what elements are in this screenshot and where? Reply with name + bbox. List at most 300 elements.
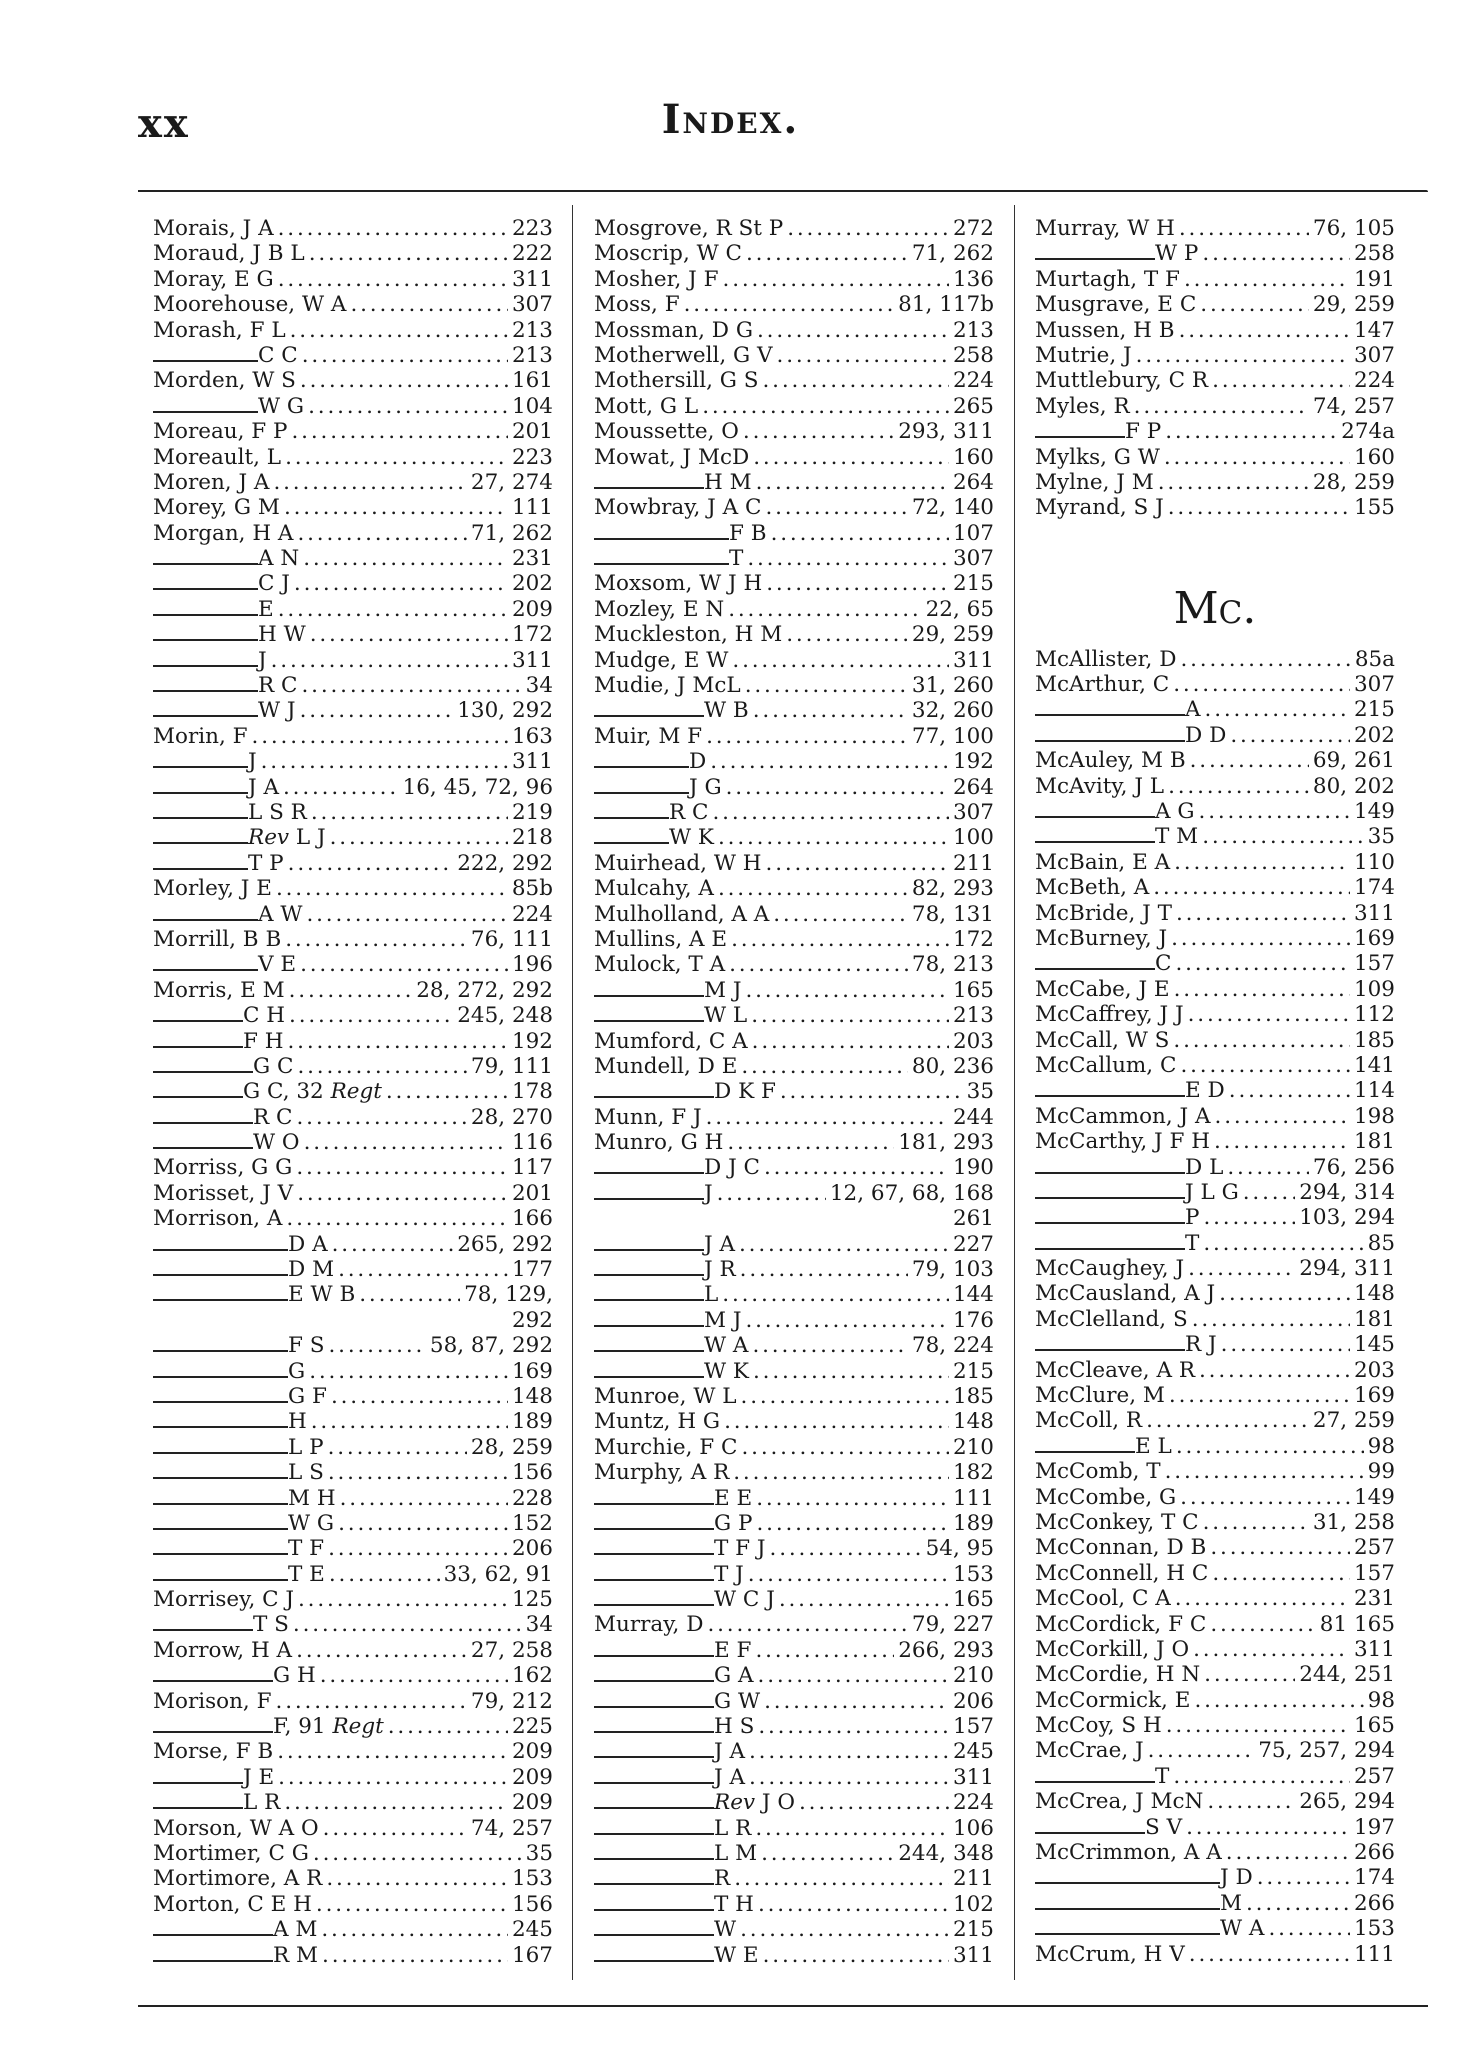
leader-dots <box>1173 1764 1350 1789</box>
leader-dots <box>1186 1815 1350 1840</box>
index-subentry <box>594 1816 994 1841</box>
leader-dots <box>329 1562 440 1587</box>
entry-name: Mulock, T A <box>594 952 726 978</box>
page-references: 104 <box>511 393 553 419</box>
leader-dots <box>1136 343 1350 368</box>
subentry-initials: G W <box>714 1688 761 1714</box>
ditto-dash <box>594 1020 704 1022</box>
page-references: 189 <box>511 1409 553 1435</box>
entry-name: McCaughey, J <box>1035 1256 1185 1282</box>
ditto-dash <box>1035 1451 1135 1453</box>
index-entry <box>153 216 553 241</box>
leader-dots <box>726 775 949 800</box>
subentry-initials: G A <box>714 1663 754 1689</box>
page-references: 213 <box>511 317 553 343</box>
index-subentry <box>594 1739 994 1764</box>
index-entry <box>1035 1002 1395 1027</box>
ditto-dash <box>153 690 258 692</box>
page-references: 209 <box>511 1764 553 1790</box>
entry-name: Morison, F <box>153 1688 272 1714</box>
entry-name: Musgrave, E C <box>1035 292 1197 318</box>
page-references: 160 <box>1353 444 1395 470</box>
leader-dots <box>758 1663 949 1688</box>
leader-dots <box>1227 1155 1309 1180</box>
page-references: 144 <box>952 1282 994 1308</box>
page-references: 265 <box>952 393 994 419</box>
subentry-initials: T E <box>288 1561 325 1587</box>
subentry-initials: W G <box>258 393 305 419</box>
leader-dots <box>297 521 466 546</box>
leader-dots <box>1165 419 1337 444</box>
leader-dots <box>284 495 508 520</box>
index-subentry <box>153 1790 553 1815</box>
index-entry <box>594 419 994 444</box>
ditto-dash <box>153 1807 243 1809</box>
index-entry <box>594 1612 994 1637</box>
ditto-dash <box>594 995 704 997</box>
ditto-dash <box>153 411 258 413</box>
ditto-dash <box>594 842 669 844</box>
leader-dots <box>308 394 508 419</box>
subentry-initials: W C J <box>714 1587 775 1613</box>
ditto-dash <box>1035 1197 1185 1199</box>
index-entry <box>1035 1713 1395 1738</box>
index-subentry <box>153 749 553 774</box>
page-references: 196 <box>511 952 553 978</box>
leader-dots <box>799 1790 949 1815</box>
page-references: 264 <box>952 469 994 495</box>
page-references: 261 <box>952 1206 994 1232</box>
subentry-initials: D A <box>288 1231 328 1257</box>
subentry-initials: A M <box>273 1917 318 1943</box>
page-references: 307 <box>952 546 994 572</box>
ditto-dash <box>1035 1832 1145 1834</box>
index-subentry <box>594 1638 994 1663</box>
index-entry <box>153 1892 553 1917</box>
subentry-initials: T M <box>1155 824 1199 850</box>
leader-dots <box>707 1612 907 1637</box>
page-references: 125 <box>511 1587 553 1613</box>
page-references: 311 <box>952 1764 994 1790</box>
entry-name: Morson, W A O <box>153 1815 319 1841</box>
ditto-dash <box>594 1198 704 1200</box>
entry-name: Muntz, H G <box>594 1409 721 1435</box>
page-references: 157 <box>1353 951 1395 977</box>
page-references: 81 165 <box>1319 1611 1395 1637</box>
leader-dots <box>276 876 508 901</box>
index-entry <box>594 876 994 901</box>
subentry-initials: A <box>1185 697 1201 723</box>
index-subentry <box>594 749 994 774</box>
ditto-dash <box>594 563 729 565</box>
page-references: 76, 111 <box>470 926 553 952</box>
leader-dots <box>733 1460 949 1485</box>
page-references: 35 <box>966 1079 994 1105</box>
page-references: 225 <box>511 1714 553 1740</box>
index-subentry <box>1035 1155 1395 1180</box>
entry-name: Myrand, S J <box>1035 495 1164 521</box>
ditto-dash <box>594 766 689 768</box>
ditto-dash <box>594 1604 714 1606</box>
page-references: 245 <box>952 1739 994 1765</box>
index-subentry <box>1035 951 1395 976</box>
page-references: 160 <box>952 444 994 470</box>
page-references: 245 <box>511 1917 553 1943</box>
page-references: 145 <box>1353 1332 1395 1358</box>
page-references: 141 <box>1353 1052 1395 1078</box>
index-subentry <box>153 1917 553 1942</box>
page-references: 181 <box>1353 1306 1395 1332</box>
leader-dots <box>1176 901 1350 926</box>
page-references: 78, 213 <box>911 952 994 978</box>
page-references: 257 <box>1353 1535 1395 1561</box>
entry-name: Murtagh, T F <box>1035 266 1180 292</box>
subentry-initials: W O <box>253 1130 300 1156</box>
entry-name: Mothersill, G S <box>594 368 759 394</box>
entry-name: Moorehouse, W A <box>153 292 347 318</box>
entry-name: Mosgrove, R St P <box>594 216 784 241</box>
leader-dots <box>1175 951 1350 976</box>
index-entry <box>1035 1738 1395 1763</box>
ditto-dash <box>594 1528 714 1530</box>
ditto-dash <box>153 360 258 362</box>
leader-dots <box>1202 824 1363 849</box>
ditto-dash <box>594 1376 704 1378</box>
page-references: 112 <box>1353 1002 1395 1028</box>
page-references: 110 <box>1353 849 1395 875</box>
leader-dots <box>359 1282 460 1307</box>
index-entry <box>1035 1485 1395 1510</box>
page-references: 185 <box>1353 1027 1395 1053</box>
page-references: 266, 293 <box>898 1637 994 1663</box>
page-references: 28, 270 <box>470 1104 553 1130</box>
leader-dots <box>706 724 908 749</box>
index-entry <box>594 1384 994 1409</box>
page-references: 156 <box>511 1891 553 1917</box>
leader-dots <box>283 775 399 800</box>
leader-dots <box>300 368 508 393</box>
leader-dots <box>766 571 949 596</box>
page-references: 165 <box>1353 1713 1395 1739</box>
leader-dots <box>1204 1662 1295 1687</box>
subentry-initials: E <box>258 596 274 622</box>
page-references: 181 <box>1353 1129 1395 1155</box>
page-references: 74, 257 <box>470 1815 553 1841</box>
ditto-dash <box>153 1122 253 1124</box>
index-column-1 <box>153 216 553 1968</box>
leader-dots <box>328 1536 508 1561</box>
index-entry <box>153 1155 553 1180</box>
ditto-dash <box>594 1782 714 1784</box>
page-references: 149 <box>1353 1484 1395 1510</box>
ditto-dash <box>153 868 248 870</box>
leader-dots <box>1243 1180 1296 1205</box>
index-entry <box>1035 445 1395 470</box>
page-references: 197 <box>1353 1814 1395 1840</box>
index-subentry <box>594 1765 994 1790</box>
index-subentry <box>1035 419 1395 444</box>
index-entry <box>153 445 553 470</box>
index-subentry <box>153 648 553 673</box>
index-entry <box>594 1130 994 1155</box>
index-subentry <box>594 1486 994 1511</box>
page-references: 98 <box>1367 1687 1395 1713</box>
leader-dots <box>1153 875 1350 900</box>
page-references: 117 <box>511 1155 553 1181</box>
entry-name: McBeth, A <box>1035 875 1150 901</box>
leader-dots <box>745 673 908 698</box>
entry-name: Moussette, O <box>594 419 739 445</box>
page-references: 307 <box>952 799 994 825</box>
index-entry <box>1035 1307 1395 1332</box>
leader-dots <box>731 927 949 952</box>
page-references: 29, 259 <box>1312 292 1395 318</box>
leader-dots <box>277 1739 508 1764</box>
index-entry <box>1035 470 1395 495</box>
leader-dots <box>290 318 508 343</box>
ditto-dash <box>153 563 258 565</box>
leader-dots <box>739 1232 949 1257</box>
index-subentry <box>1035 723 1395 748</box>
page-references: 153 <box>511 1866 553 1892</box>
subentry-initials: G C <box>253 1053 294 1079</box>
index-entry <box>153 1587 553 1612</box>
page-references: 245, 248 <box>457 1003 553 1029</box>
page-references: 258 <box>1353 241 1395 267</box>
subentry-initials: L P <box>288 1434 324 1460</box>
index-entry <box>153 978 553 1003</box>
page-references: 149 <box>1353 799 1395 825</box>
page-references: 106 <box>952 1815 994 1841</box>
entry-name: Mullins, A E <box>594 926 728 952</box>
page-references: 28, 259 <box>1312 469 1395 495</box>
index-subentry <box>1035 1815 1395 1840</box>
page-references: 33, 62, 91 <box>443 1561 553 1587</box>
page-references: 311 <box>511 266 553 292</box>
entry-name: McCammon, J A <box>1035 1103 1211 1129</box>
index-entry <box>1035 1028 1395 1053</box>
index-subentry <box>1035 1916 1395 1941</box>
ditto-dash <box>594 1934 714 1936</box>
page-references: 223 <box>511 444 553 470</box>
entry-name: McCausland, A J <box>1035 1281 1216 1307</box>
index-entry <box>594 597 994 622</box>
leader-dots <box>1175 1586 1350 1611</box>
leader-dots <box>323 1816 467 1841</box>
index-subentry <box>153 1054 553 1079</box>
page-references: 209 <box>511 1739 553 1765</box>
page-references: 211 <box>952 850 994 876</box>
page-references: 311 <box>511 647 553 673</box>
page-references: 215 <box>1353 697 1395 723</box>
index-subentry <box>1035 799 1395 824</box>
subentry-initials: L S R <box>248 799 307 825</box>
entry-name: Mosher, J F <box>594 266 719 292</box>
index-subentry <box>153 1536 553 1561</box>
page-references: 203 <box>1353 1357 1395 1383</box>
ditto-dash <box>1035 1172 1185 1174</box>
index-entry <box>1035 394 1395 419</box>
page-references: 172 <box>952 926 994 952</box>
page-references: 203 <box>952 1028 994 1054</box>
ditto-dash <box>594 487 704 489</box>
index-entry <box>1035 901 1395 926</box>
leader-dots <box>1203 1205 1295 1230</box>
subentry-initials: T <box>1155 1763 1170 1789</box>
index-entry <box>594 394 994 419</box>
subentry-initials: T P <box>248 850 284 876</box>
page-references: 265, 292 <box>457 1231 553 1257</box>
ditto-dash <box>153 1020 243 1022</box>
leader-dots <box>1199 1358 1350 1383</box>
subentry-initials: R C <box>258 673 298 699</box>
index-subentry <box>1035 1078 1395 1103</box>
page-references: 213 <box>511 342 553 368</box>
entry-name: Morriss, G G <box>153 1155 293 1181</box>
subentry-initials: W K <box>669 825 714 851</box>
ditto-dash <box>153 1096 243 1098</box>
subentry-initials: F P <box>1125 419 1162 445</box>
entry-name: Moxsom, W J H <box>594 571 763 597</box>
index-subentry <box>1035 1180 1395 1205</box>
leader-dots <box>1179 216 1309 241</box>
page-references: 190 <box>952 1155 994 1181</box>
ditto-dash <box>594 1274 704 1276</box>
index-entry <box>1035 267 1395 292</box>
leader-dots <box>1194 1688 1363 1713</box>
ditto-dash <box>594 1960 714 1962</box>
subentry-initials: J D <box>1220 1865 1253 1891</box>
index-subentry <box>1035 1332 1395 1357</box>
index-subentry <box>594 1155 994 1180</box>
leader-dots <box>1212 368 1350 393</box>
ditto-dash <box>594 792 689 794</box>
page-references: 16, 45, 72, 96 <box>402 774 553 800</box>
page-references: 157 <box>952 1714 994 1740</box>
index-entry <box>153 368 553 393</box>
leader-dots <box>771 521 949 546</box>
index-subentry <box>1035 1891 1395 1916</box>
leader-dots <box>322 1943 508 1968</box>
leader-dots <box>743 419 894 444</box>
leader-dots <box>278 597 508 622</box>
page-references: 29, 259 <box>911 622 994 648</box>
page-references: 156 <box>511 1460 553 1486</box>
index-entry <box>594 851 994 876</box>
page-references: 266 <box>1353 1840 1395 1866</box>
page-references: 172 <box>511 622 553 648</box>
index-entry <box>1035 1053 1395 1078</box>
index-subentry <box>594 1181 994 1206</box>
ditto-dash <box>153 792 248 794</box>
page-references: 58, 87, 292 <box>429 1333 553 1359</box>
entry-name: McCrimmon, A A <box>1035 1840 1222 1866</box>
leader-dots <box>309 241 508 266</box>
subentry-initials: Rev L J <box>248 825 326 851</box>
entry-name: Mortimore, A R <box>153 1866 323 1892</box>
page-references: 307 <box>1353 342 1395 368</box>
page-references: 219 <box>511 799 553 825</box>
index-entry <box>1035 343 1395 368</box>
ditto-dash <box>153 969 258 971</box>
subentry-initials: T F J <box>714 1536 766 1562</box>
page-references: 218 <box>511 825 553 851</box>
entry-name: McClure, M <box>1035 1383 1165 1409</box>
entry-name: Mylne, J M <box>1035 469 1154 495</box>
page-references: 191 <box>1353 266 1395 292</box>
subentry-initials: J A <box>714 1764 745 1790</box>
index-subentry <box>594 1359 994 1384</box>
subentry-initials: L M <box>714 1841 758 1866</box>
index-subentry <box>153 1384 553 1409</box>
page-references: 34 <box>525 673 553 699</box>
leader-dots <box>338 1511 508 1536</box>
index-subentry <box>1035 1205 1395 1230</box>
index-entry <box>1035 1358 1395 1383</box>
leader-dots <box>1221 1332 1350 1357</box>
page-references: 174 <box>1353 875 1395 901</box>
ditto-dash <box>594 1680 714 1682</box>
section-heading-mc: Mc. <box>1173 582 1257 634</box>
leader-dots <box>293 1612 522 1637</box>
subentry-initials: F, 91 Regt <box>273 1714 384 1740</box>
subentry-initials: F S <box>288 1333 325 1359</box>
ditto-dash <box>153 919 258 921</box>
leader-dots <box>1166 1713 1350 1738</box>
ditto-dash <box>153 614 258 616</box>
page-references: 169 <box>1353 925 1395 951</box>
page-references: 27, 274 <box>470 469 553 495</box>
page-references: 264 <box>952 774 994 800</box>
entry-name: Muirhead, W H <box>594 850 762 876</box>
entry-name: Morris, E M <box>153 977 285 1003</box>
index-subentry <box>153 597 553 622</box>
leader-dots <box>1210 1535 1350 1560</box>
index-subentry <box>153 775 553 800</box>
subentry-initials: H W <box>258 622 306 648</box>
page-references: 148 <box>952 1409 994 1435</box>
page-title: Index. <box>661 96 800 143</box>
entry-name: Mozley, E N <box>594 596 725 622</box>
index-subentry <box>153 698 553 723</box>
page-references: 109 <box>1353 976 1395 1002</box>
section-spacer <box>1035 521 1395 571</box>
leader-dots <box>311 800 508 825</box>
page-references: 103, 294 <box>1299 1205 1395 1231</box>
index-entry <box>594 622 994 647</box>
subentry-initials: E W B <box>288 1282 356 1308</box>
leader-dots <box>764 1689 949 1714</box>
entry-name: McClelland, S <box>1035 1306 1188 1332</box>
ditto-dash <box>153 817 248 819</box>
index-entry <box>1035 1840 1395 1865</box>
entry-name: McCrea, J McN <box>1035 1789 1204 1815</box>
leader-dots <box>756 1486 949 1511</box>
leader-dots <box>745 978 948 1003</box>
index-subentry <box>153 1029 553 1054</box>
leader-dots <box>749 1739 949 1764</box>
index-entry <box>153 1841 553 1866</box>
index-entry <box>1035 1129 1395 1154</box>
index-subentry <box>594 1003 994 1028</box>
page-references: 224 <box>952 1790 994 1816</box>
entry-name: McConkey, T C <box>1035 1509 1199 1535</box>
entry-name: McCorkill, J O <box>1035 1636 1190 1662</box>
page-references: 215 <box>952 571 994 597</box>
page-references: 28, 272, 292 <box>416 977 553 1003</box>
leader-dots <box>1210 1612 1315 1637</box>
leader-dots <box>1173 1028 1350 1053</box>
